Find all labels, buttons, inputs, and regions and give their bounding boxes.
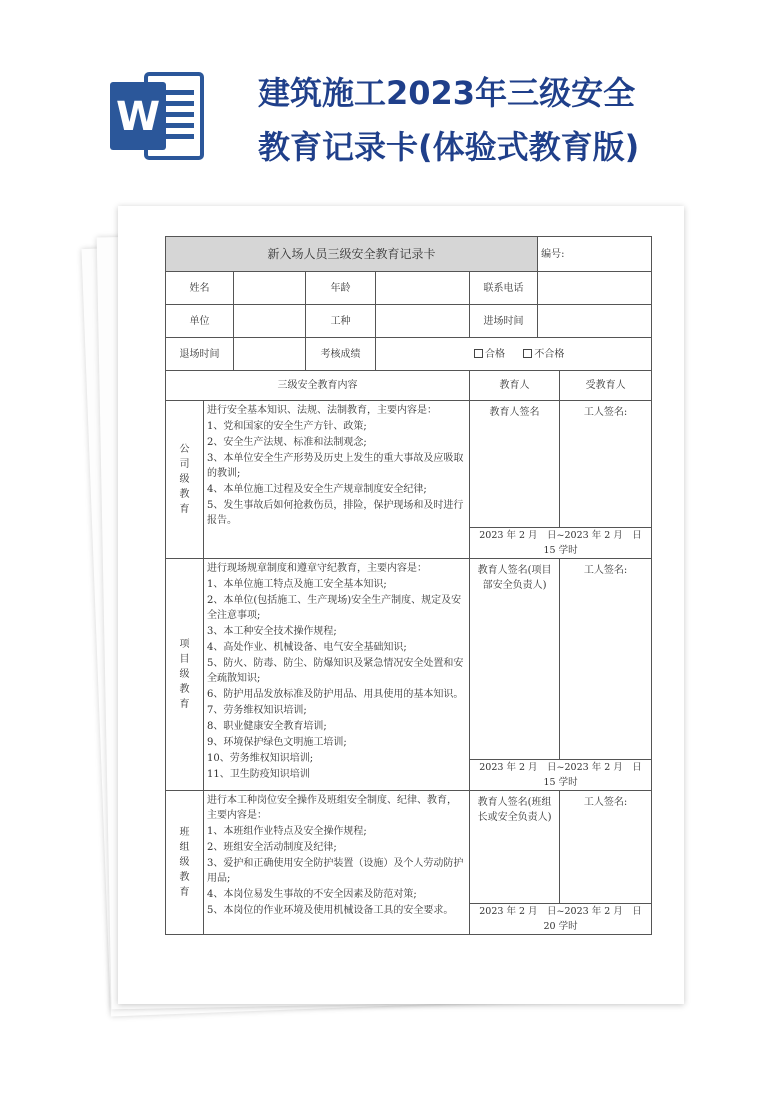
team-level-content	[204, 791, 470, 935]
pass-option-label: 合格	[485, 348, 505, 360]
form-title: 新入场人员三级安全教育记录卡	[166, 237, 538, 272]
name-value[interactable]	[234, 272, 306, 305]
company-level-content	[204, 401, 470, 559]
exit-time-value[interactable]	[234, 338, 306, 371]
date-line: 2023 年 2 月 日~2023 年 2 月 日	[479, 762, 642, 773]
entry-time-value[interactable]	[538, 305, 652, 338]
name-label: 姓名	[166, 272, 234, 305]
content-line: 9、环境保护绿色文明施工培训;	[207, 737, 347, 748]
content-line: 11、卫生防疫知识培训	[207, 769, 310, 780]
team-educator-sign[interactable]: 教育人签名(班组长或安全负责人)	[470, 791, 560, 904]
content-line: 2、安全生产法规、标准和法制观念;	[207, 437, 367, 448]
content-line: 10、劳务维权知识培训;	[207, 753, 314, 764]
project-level-label: 项 目 级 教 育	[166, 559, 204, 791]
hours: 15 学时	[543, 545, 578, 556]
pass-checkbox-icon[interactable]	[474, 349, 483, 358]
educator-header: 教育人	[470, 371, 560, 401]
serial-number-cell	[538, 237, 652, 272]
unit-label: 单位	[166, 305, 234, 338]
trade-label: 工种	[306, 305, 376, 338]
content-line: 进行安全基本知识、法规、法制教育，主要内容是：	[207, 405, 437, 416]
content-line: 4、高处作业、机械设备、电气安全基础知识;	[207, 642, 407, 653]
project-educator-sign[interactable]: 教育人签名(项目部安全负责人)	[470, 559, 560, 760]
content-line: 4、本岗位易发生事故的不安全因素及防范对策;	[207, 889, 417, 900]
company-level-label: 公 司 级 教 育	[166, 401, 204, 559]
content-header: 三级安全教育内容	[166, 371, 470, 401]
score-options	[376, 338, 652, 371]
project-date-range	[470, 760, 652, 791]
score-label: 考核成绩	[306, 338, 376, 371]
content-line: 4、本单位施工过程及安全生产规章制度安全纪律;	[207, 484, 427, 495]
document-page	[118, 206, 684, 1004]
age-value[interactable]	[376, 272, 470, 305]
content-line: 7、劳务维权知识培训;	[207, 705, 307, 716]
company-educatee-sign[interactable]: 工人签名:	[560, 401, 652, 528]
hours: 15 学时	[543, 777, 578, 788]
word-icon	[108, 68, 208, 164]
educatee-header: 受教育人	[560, 371, 652, 401]
content-line: 5、发生事故后如何抢救伤员，排险，保护现场和及时进行报告。	[207, 500, 464, 526]
document-title	[258, 66, 758, 174]
content-line: 1、本单位施工特点及施工安全基本知识;	[207, 579, 387, 590]
serial-number-label: 编号:	[541, 248, 565, 260]
content-line: 5、本岗位的作业环境及使用机械设备工具的安全要求。	[207, 905, 454, 916]
content-line: 进行本工种岗位安全操作及班组安全制度、纪律、教育，主要内容是：	[207, 795, 457, 821]
unit-value[interactable]	[234, 305, 306, 338]
project-educatee-sign[interactable]: 工人签名:	[560, 559, 652, 760]
company-date-range	[470, 528, 652, 559]
fail-checkbox-icon[interactable]	[523, 349, 532, 358]
content-line: 1、党和国家的安全生产方针、政策;	[207, 421, 367, 432]
date-line: 2023 年 2 月 日~2023 年 2 月 日	[479, 906, 642, 917]
content-line: 8、职业健康安全教育培训;	[207, 721, 327, 732]
content-line: 5、防火、防毒、防尘、防爆知识及紧急情况安全处置和安全疏散知识;	[207, 658, 464, 684]
document-title-line1: 建筑施工2023年三级安全	[258, 74, 636, 112]
content-line: 2、本单位(包括施工、生产现场)安全生产制度、规定及安全注意事项;	[207, 595, 462, 621]
team-date-range	[470, 904, 652, 935]
phone-value[interactable]	[538, 272, 652, 305]
age-label: 年龄	[306, 272, 376, 305]
team-level-label: 班 组 级 教 育	[166, 791, 204, 935]
document-title-line2: 教育记录卡(体验式教育版)	[258, 128, 640, 166]
entry-time-label: 进场时间	[470, 305, 538, 338]
word-icon-letter: W	[115, 94, 161, 140]
team-educatee-sign[interactable]: 工人签名:	[560, 791, 652, 904]
hours: 20 学时	[543, 921, 578, 932]
company-educator-sign[interactable]: 教育人签名	[470, 401, 560, 528]
safety-education-record-table	[165, 236, 652, 935]
content-line: 进行现场规章制度和遵章守纪教育，主要内容是：	[207, 563, 427, 574]
date-line: 2023 年 2 月 日~2023 年 2 月 日	[479, 530, 642, 541]
fail-option-label: 不合格	[534, 348, 565, 360]
content-line: 3、本单位安全生产形势及历史上发生的重大事故及应吸取的教训;	[207, 453, 464, 479]
phone-label: 联系电话	[470, 272, 538, 305]
content-line: 6、防护用品发放标准及防护用品、用具使用的基本知识。	[207, 689, 464, 700]
trade-value[interactable]	[376, 305, 470, 338]
project-level-content	[204, 559, 470, 791]
exit-time-label: 退场时间	[166, 338, 234, 371]
content-line: 3、爱护和正确使用安全防护装置（设施）及个人劳动防护用品;	[207, 858, 464, 884]
content-line: 3、本工种安全技术操作规程;	[207, 626, 337, 637]
content-line: 1、本班组作业特点及安全操作规程;	[207, 826, 367, 837]
content-line: 2、班组安全活动制度及纪律;	[207, 842, 337, 853]
